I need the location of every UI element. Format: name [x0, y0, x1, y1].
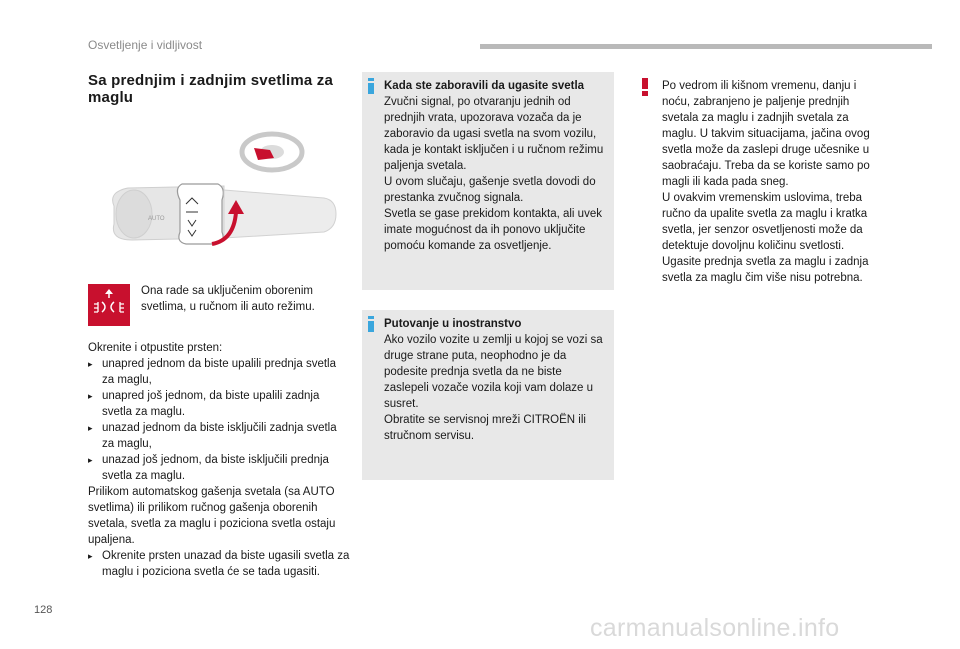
instructions-note: Prilikom automatskog gašenja svetala (sa AUTO svetlima) ili prilikom ručnog gašenja oborenih svetala, svetla za maglu i poziciona svetla ostaju upaljena. [88, 486, 336, 546]
instruction-final-step: ▸ Okrenite prsten unazad da biste ugasili svetla za maglu i poziciona svetla će se tada ugasiti. [88, 548, 350, 580]
warning-text: U ovakvim vremenskim uslovima, treba ručno da upalite svetla za maglu i kratka svetla, jer senzor osvetljenosti može da detektuje dovoljnu količinu svetlosti. [662, 192, 868, 252]
info-icon [368, 78, 374, 94]
instruction-step: ▸ unapred jednom da biste upalili prednja svetla za maglu, [88, 356, 350, 388]
page-title: Sa prednjim i zadnjim svetlima za maglu [88, 72, 334, 106]
info-box-travel-abroad [362, 310, 614, 480]
fog-light-symbol-tile [88, 284, 130, 326]
warning-text: Po vedrom ili kišnom vremenu, danju i noću, zabranjeno je paljenje prednjih svetala za maglu i zadnjih svetala za maglu. U takvim situacijama, jačina ovog svetla može da zaslepi druge učesnike u saobraćaju. Treba da se koriste samo po magli ili kada pada sneg. [662, 80, 870, 188]
left-column [88, 72, 348, 106]
warning-icon [640, 78, 650, 96]
instruction-step: ▸ unazad jednom da biste isključili zadnja svetla za maglu, [88, 420, 350, 452]
stalk-end-cap [116, 190, 152, 238]
instructions-lead: Okrenite i otpustite prsten: [88, 342, 223, 354]
header-divider [480, 44, 932, 49]
watermark: carmanualsonline.info [590, 614, 840, 642]
section-header: Osvetljenje i vidljivost [88, 38, 203, 52]
info-icon [368, 316, 374, 332]
info-box-heading: Putovanje u inostranstvo [384, 318, 522, 330]
intro-text: Ona rade sa uključenim oborenim svetlima, u ručnom ili auto režimu. [141, 285, 315, 313]
info-box-text: Svetla se gase prekidom kontakta, ali uvek imate mogućnost da ih ponovo uključite pomoću komande za osvetljenje. [384, 208, 602, 252]
stalk-auto-label: AUTO [148, 216, 165, 222]
info-box-text: Ako vozilo vozite u zemlji u kojoj se vozi sa druge strane puta, neophodno je da podesite prednja svetla da ne biste zaslepeli vozače vozila koji vam dolaze u susret. [384, 334, 603, 410]
instruction-step: ▸ unapred još jednom, da biste upalili zadnja svetla za maglu. [88, 388, 350, 420]
info-box-text: Obratite se servisnoj mreži CITROËN ili stručnom servisu. [384, 414, 586, 442]
warning-text: Ugasite prednja svetla za maglu i zadnja svetla za maglu čim više nisu potrebna. [662, 256, 869, 284]
instruction-step: ▸ unazad još jednom, da biste isključili prednja svetla za maglu. [88, 452, 350, 484]
info-box-text: U ovom slučaju, gašenje svetla dovodi do prestanka zvučnog signala. [384, 176, 596, 204]
stalk-illustration [104, 128, 340, 268]
info-box-forgotten-lights [362, 72, 614, 290]
stalk-drawing [104, 128, 340, 268]
instructions-block [88, 340, 350, 580]
page-number: 128 [34, 604, 53, 616]
info-box-heading: Kada ste zaboravili da ugasite svetla [384, 80, 585, 92]
fog-light-ring [177, 184, 223, 244]
fog-light-icon [88, 284, 130, 326]
info-box-text: Zvučni signal, po otvaranju jednih od prednjih vrata, upozorava vozača da je zaboravio da ugasi svetla na svom vozilu, kada je kontakt isključen i u ručnom režimu paljenja svetala. [384, 96, 604, 172]
